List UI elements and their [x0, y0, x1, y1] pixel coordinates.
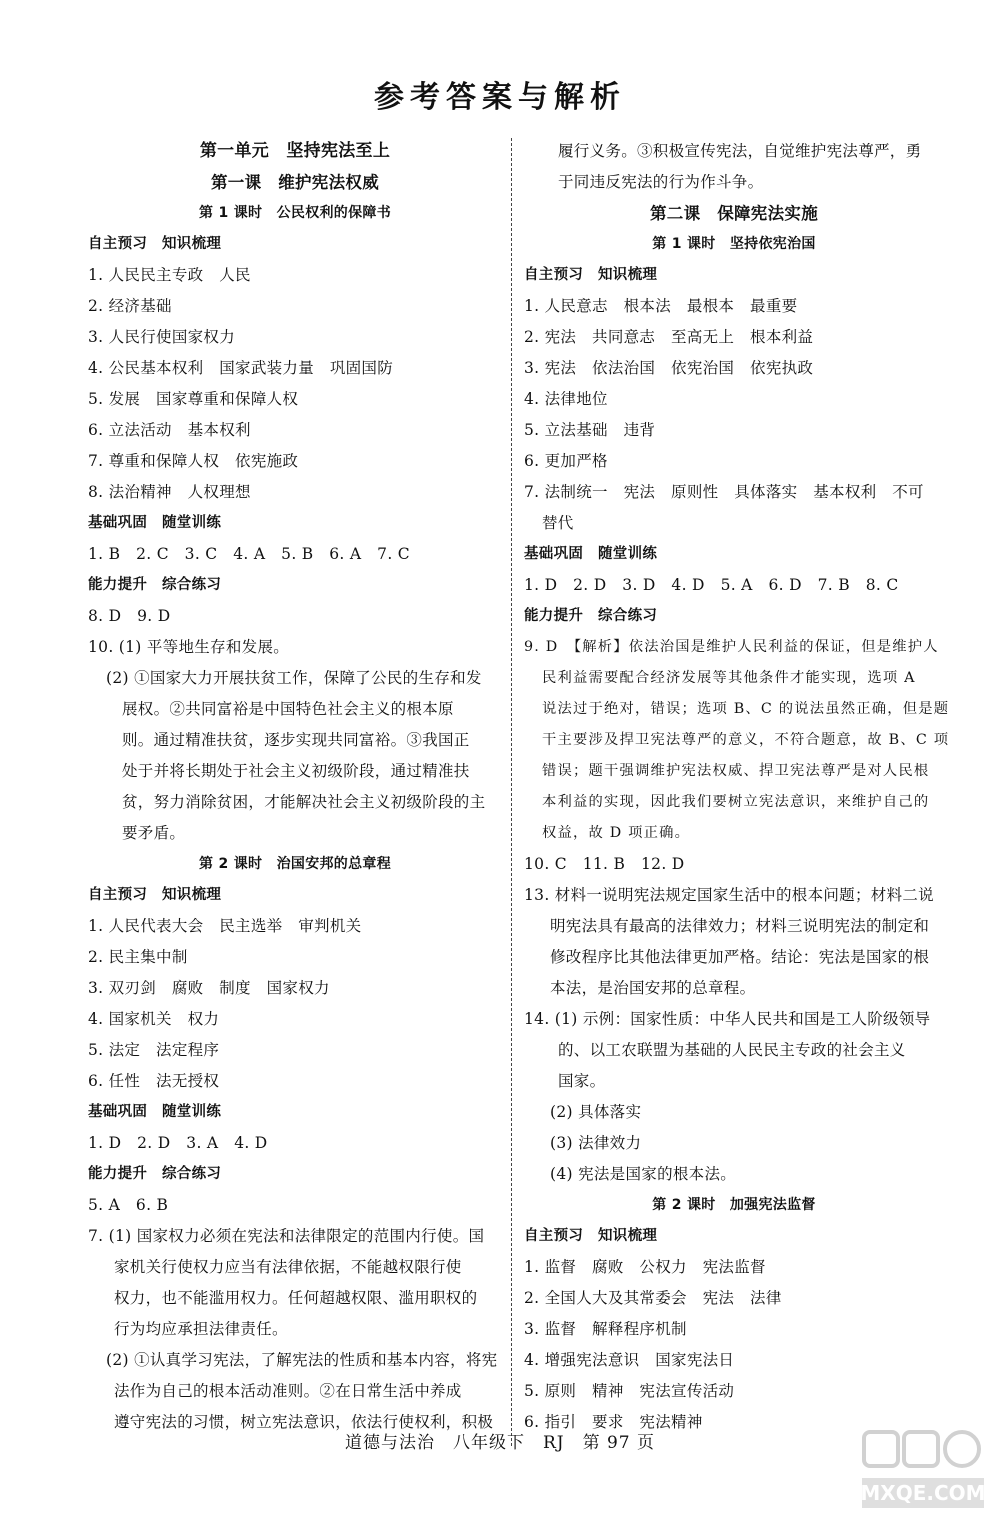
line: 基础巩固 随堂训练 — [88, 515, 222, 531]
svg-text:MXQE.COM: MXQE.COM — [860, 1481, 986, 1505]
line: 5. 法定 法定程序 — [88, 1041, 220, 1059]
line: 基础巩固 随堂训练 — [524, 546, 658, 562]
line: (2) ①国家大力开展扶贫工作，保障了公民的生存和发 — [106, 669, 482, 687]
watermark-logo — [858, 1426, 988, 1514]
line: 自主预习 知识梳理 — [524, 267, 658, 283]
line: 8. D 9. D — [88, 607, 171, 625]
left-column — [88, 136, 502, 1438]
line: 自主预习 知识梳理 — [88, 887, 222, 903]
line: 展权。②共同富裕是中国特色社会主义的根本原 — [122, 700, 454, 718]
line: 则。通过精准扶贫，逐步实现共同富裕。③我国正 — [122, 731, 470, 749]
line: 5. 立法基础 违背 — [524, 421, 656, 439]
line: 1. D 2. D 3. D 4. D 5. A 6. D 7. B 8. C — [524, 576, 899, 594]
line: 遵守宪法的习惯，树立宪法意识，依法行使权利，积极 — [114, 1413, 494, 1431]
line: 第一单元 坚持宪法至上 — [199, 141, 391, 161]
line: 民利益需要配合经济发展等其他条件才能实现，选项 A — [542, 670, 916, 686]
line: 7. 法制统一 宪法 原则性 具体落实 基本权利 不可 — [524, 483, 924, 501]
line: 7. 尊重和保障人权 依宪施政 — [88, 452, 299, 470]
line: 能力提升 综合练习 — [524, 608, 658, 624]
line: 的、以工农联盟为基础的人民民主专政的社会主义 — [558, 1041, 906, 1059]
line: 家机关行使权力应当有法律依据，不能越权限行使 — [114, 1258, 462, 1276]
line: 2. 民主集中制 — [88, 948, 188, 966]
line: 3. 双刃剑 腐败 制度 国家权力 — [88, 979, 330, 997]
line: 第 2 课时 治国安邦的总章程 — [199, 856, 391, 872]
line: 10. C 11. B 12. D — [524, 855, 685, 873]
line: 5. 发展 国家尊重和保障人权 — [88, 390, 299, 408]
line: 基础巩固 随堂训练 — [88, 1104, 222, 1120]
line: 4. 法律地位 — [524, 390, 608, 408]
line: 1. 人民民主专政 人民 — [88, 266, 251, 284]
line: 第 1 课时 公民权利的保障书 — [199, 205, 391, 221]
line: 9. D 【解析】依法治国是维护人民利益的保证，但是维护人 — [524, 639, 939, 655]
line: 6. 指引 要求 宪法精神 — [524, 1413, 703, 1431]
line: 8. 法治精神 人权理想 — [88, 483, 251, 501]
line: 第二课 保障宪法实施 — [650, 204, 818, 223]
line: 1. 监督 腐败 公权力 宪法监督 — [524, 1258, 766, 1276]
line: 4. 国家机关 权力 — [88, 1010, 220, 1028]
line: 2. 全国人大及其常委会 宪法 法律 — [524, 1289, 782, 1307]
line: 1. D 2. D 3. A 4. D — [88, 1134, 268, 1152]
line: 法作为自己的根本活动准则。②在日常生活中养成 — [114, 1382, 462, 1400]
line: 于同违反宪法的行为作斗争。 — [558, 173, 764, 191]
line: 14. (1) 示例：国家性质：中华人民共和国是工人阶级领导 — [524, 1010, 931, 1028]
line: 自主预习 知识梳理 — [88, 236, 222, 252]
line: 自主预习 知识梳理 — [524, 1228, 658, 1244]
line: 1. 人民意志 根本法 最根本 最重要 — [524, 297, 798, 315]
line: 明宪法具有最高的法律效力；材料三说明宪法的制定和 — [550, 917, 930, 935]
line: 4. 增强宪法意识 国家宪法日 — [524, 1351, 735, 1369]
line: 贫，努力消除贫困，才能解决社会主义初级阶段的主 — [122, 793, 486, 811]
line: (2) ①认真学习宪法，了解宪法的性质和基本内容，将宪 — [106, 1351, 498, 1369]
line: (4) 宪法是国家的根本法。 — [550, 1165, 737, 1183]
line: 13. 材料一说明宪法规定国家生活中的根本问题；材料二说 — [524, 886, 934, 904]
line: (2) 具体落实 — [550, 1103, 642, 1121]
line: 替代 — [542, 514, 574, 532]
right-column — [524, 136, 950, 1438]
line: 5. A 6. B — [88, 1196, 169, 1214]
line: 3. 监督 解释程序机制 — [524, 1320, 687, 1338]
line: 本利益的实现，因此我们要树立宪法意识，来维护自己的 — [542, 794, 930, 810]
line: 4. 公民基本权利 国家武装力量 巩固国防 — [88, 359, 394, 377]
line: 3. 人民行使国家权力 — [88, 328, 236, 346]
line: 行为均应承担法律责任。 — [114, 1320, 288, 1338]
line: 1. B 2. C 3. C 4. A 5. B 6. A 7. C — [88, 545, 410, 563]
line: 要矛盾。 — [122, 824, 186, 842]
line: 6. 更加严格 — [524, 452, 608, 470]
line: 本法，是治国安邦的总章程。 — [550, 979, 756, 997]
line: 3. 宪法 依法治国 依宪治国 依宪执政 — [524, 359, 814, 377]
line: 处于并将长期处于社会主义初级阶段，通过精准扶 — [122, 762, 470, 780]
line: 5. 原则 精神 宪法宣传活动 — [524, 1382, 735, 1400]
line: 干主要涉及捍卫宪法尊严的意义，不符合题意，故 B、C 项 — [542, 732, 950, 748]
column-divider — [511, 138, 512, 1446]
line: (3) 法律效力 — [550, 1134, 642, 1152]
line: 2. 经济基础 — [88, 297, 172, 315]
line: 国家。 — [558, 1072, 606, 1090]
line: 10. (1) 平等地生存和发展。 — [88, 638, 290, 656]
line: 履行义务。③积极宣传宪法，自觉维护宪法尊严，勇 — [558, 142, 922, 160]
line: 6. 立法活动 基本权利 — [88, 421, 251, 439]
line: 2. 宪法 共同意志 至高无上 根本利益 — [524, 328, 814, 346]
page-title: 参考答案与解析 — [374, 80, 626, 115]
line: 权力，也不能滥用权力。任何超越权限、滥用职权的 — [114, 1289, 478, 1307]
line: 1. 人民代表大会 民主选举 审判机关 — [88, 917, 362, 935]
page-footer: 道德与法治 八年级下 RJ 第 97 页 — [344, 1433, 656, 1453]
line: 修改程序比其他法律更加严格。结论：宪法是国家的根 — [550, 948, 930, 966]
line: 第一课 维护宪法权威 — [211, 173, 379, 192]
line: 第 1 课时 坚持依宪治国 — [652, 236, 816, 252]
line: 7. (1) 国家权力必须在宪法和法律限定的范围内行使。国 — [88, 1227, 485, 1245]
line: 6. 任性 法无授权 — [88, 1072, 220, 1090]
line: 错误；题干强调维护宪法权威、捍卫宪法尊严是对人民根 — [542, 763, 930, 779]
line: 说法过于绝对，错误；选项 B、C 的说法虽然正确，但是题 — [542, 701, 950, 717]
line: 能力提升 综合练习 — [88, 1166, 222, 1182]
line: 能力提升 综合练习 — [88, 577, 222, 593]
line: 权益，故 D 项正确。 — [542, 825, 691, 841]
line: 第 2 课时 加强宪法监督 — [652, 1197, 816, 1213]
